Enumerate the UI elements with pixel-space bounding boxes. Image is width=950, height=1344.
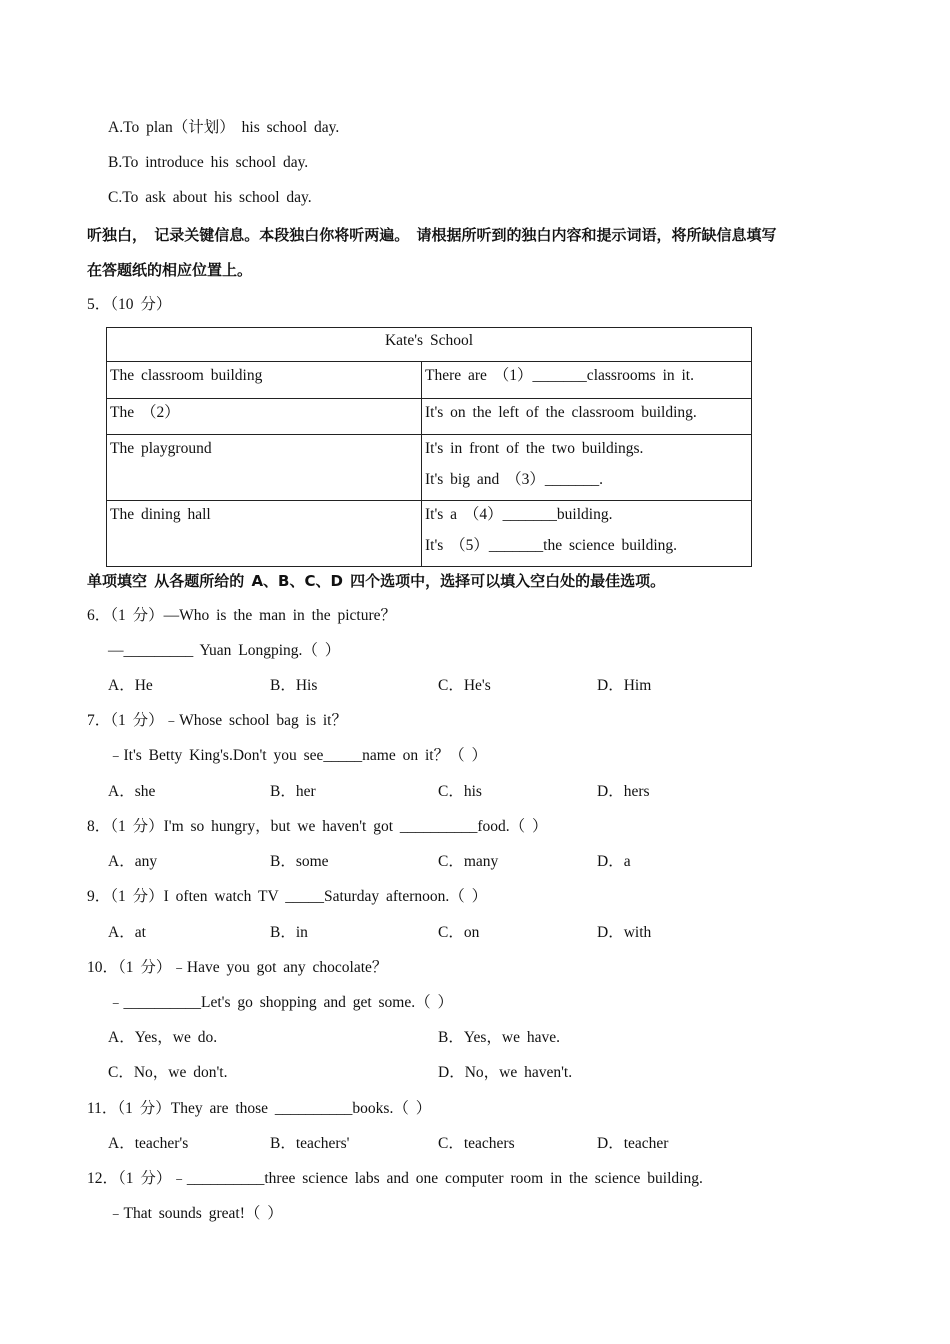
q11-option-b: B．teachers'	[270, 1135, 350, 1152]
q10-stem-line2: ﹣__________Let's go shopping and get some.（ ）	[108, 994, 453, 1011]
q9-stem: 9．（1 分）I often watch TV _____Saturday afternoon.（ ）	[87, 888, 488, 905]
q10-option-c: C．No，we don't.	[108, 1064, 228, 1081]
q6-option-c: C．He's	[438, 677, 491, 694]
q6-option-a: A．He	[108, 677, 153, 694]
q7-option-c: C．his	[438, 783, 482, 800]
table-row-left: The playground	[107, 435, 422, 501]
listening-instructions-line2: 在答题纸的相应位置上。	[87, 261, 253, 279]
q10-option-b: B．Yes，we have.	[438, 1029, 560, 1046]
table-title: Kate's School	[107, 328, 752, 362]
q8-option-b: B．some	[270, 853, 329, 870]
q7-option-b: B．her	[270, 783, 316, 800]
table-row-right	[422, 435, 752, 501]
q9-option-d: D．with	[597, 924, 652, 941]
q9-option-a: A．at	[108, 924, 146, 941]
listening-instructions-line1: 听独白， 记录关键信息。本段独白你将听两遍。 请根据所听到的独白内容和提示词语，将所缺信息填写	[87, 226, 777, 244]
table-row-left: The （2）	[107, 399, 422, 435]
q7-option-a: A．she	[108, 783, 156, 800]
q5-number: 5．（10 分）	[87, 296, 172, 313]
q10-option-a: A．Yes，we do.	[108, 1029, 218, 1046]
q12-stem: 12．（1 分）﹣__________three science labs and one computer room in the science building.	[87, 1170, 703, 1187]
q8-option-d: D．a	[597, 853, 631, 870]
q8-option-a: A．any	[108, 853, 158, 870]
q6-option-b: B．His	[270, 677, 318, 694]
q11-option-d: D．teacher	[597, 1135, 669, 1152]
q6-stem-line2: —_________ Yuan Longping.（ ）	[108, 642, 341, 659]
q11-option-a: A．teacher's	[108, 1135, 189, 1152]
q8-option-c: C．many	[438, 853, 499, 870]
kate-school-table	[106, 327, 752, 567]
q4-option-a: A.To plan（计划） his school day.	[108, 119, 340, 136]
table-row-right-line1: There are （1）_______classrooms in it.	[425, 367, 694, 384]
q9-option-c: C．on	[438, 924, 480, 941]
q11-option-c: C．teachers	[438, 1135, 515, 1152]
q12-stem-line2: ﹣That sounds great!（ ）	[108, 1205, 283, 1222]
table-row-right-line1: It's a （4）_______building.	[425, 506, 613, 523]
q11-stem: 11．（1 分）They are those __________books.（ ）	[87, 1100, 432, 1117]
single-choice-instructions: 单项填空 从各题所给的 A、B、C、D 四个选项中，选择可以填入空白处的最佳选项。	[87, 572, 666, 590]
table-row-left: The classroom building	[107, 362, 422, 399]
q10-option-d: D．No，we haven't.	[438, 1064, 573, 1081]
q8-stem: 8．（1 分）I'm so hungry，but we haven't got __________food.（ ）	[87, 818, 548, 835]
q7-stem-line2: ﹣It's Betty King's.Don't you see_____name on it？（ ）	[108, 747, 487, 764]
q10-stem: 10．（1 分）﹣Have you got any chocolate？	[87, 959, 388, 976]
table-row-right-line1: It's in front of the two buildings.	[425, 440, 644, 457]
table-row-right	[422, 399, 752, 435]
table-row-right	[422, 501, 752, 567]
q7-stem: 7．（1 分）﹣Whose school bag is it？	[87, 712, 347, 729]
q4-option-b: B.To introduce his school day.	[108, 154, 309, 171]
q4-option-c: C.To ask about his school day.	[108, 189, 312, 206]
q9-option-b: B．in	[270, 924, 308, 941]
table-row-left: The dining hall	[107, 501, 422, 567]
table-row-right-line2: It's （5）_______the science building.	[425, 537, 678, 554]
q6-option-d: D．Him	[597, 677, 652, 694]
q6-stem: 6．（1 分）—Who is the man in the picture？	[87, 607, 396, 624]
q7-option-d: D．hers	[597, 783, 650, 800]
table-row-right-line1: It's on the left of the classroom building.	[425, 404, 697, 421]
table-row-right	[422, 362, 752, 399]
table-row-right-line2: It's big and （3）_______.	[425, 471, 603, 488]
